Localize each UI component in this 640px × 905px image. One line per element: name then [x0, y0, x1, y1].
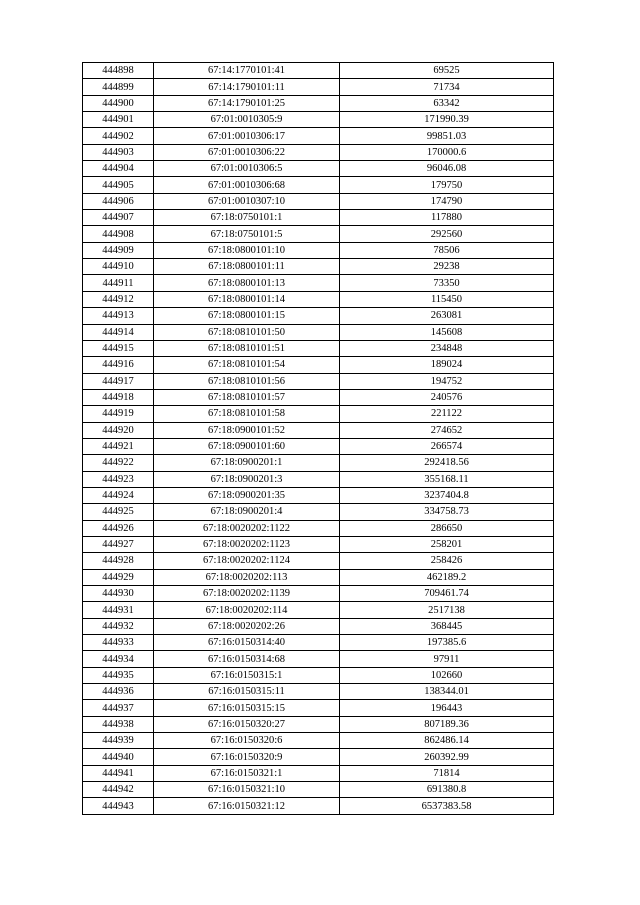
cadastral-number-cell: 67:01:0010306:22 [154, 144, 340, 160]
cadastral-number-cell: 67:01:0010307:10 [154, 193, 340, 209]
table-row [83, 553, 554, 569]
table-row [83, 226, 554, 242]
row-number-cell: 444914 [83, 324, 154, 340]
cadastral-value-cell: 71814 [340, 765, 554, 781]
cadastral-number-cell: 67:18:0900201:4 [154, 504, 340, 520]
cadastral-value-cell: 355168.11 [340, 471, 554, 487]
cadastral-value-cell: 179750 [340, 177, 554, 193]
row-number-cell: 444934 [83, 651, 154, 667]
cadastral-number-cell: 67:18:0020202:113 [154, 569, 340, 585]
cadastral-number-cell: 67:16:0150315:11 [154, 684, 340, 700]
cadastral-number-cell: 67:16:0150314:40 [154, 635, 340, 651]
cadastral-value-cell: 102660 [340, 667, 554, 683]
row-number-cell: 444937 [83, 700, 154, 716]
cadastral-number-cell: 67:18:0020202:1122 [154, 520, 340, 536]
cadastral-number-cell: 67:14:1770101:41 [154, 63, 340, 79]
table-row [83, 291, 554, 307]
cadastral-number-cell: 67:18:0810101:57 [154, 389, 340, 405]
cadastral-value-cell: 258426 [340, 553, 554, 569]
table-row [83, 128, 554, 144]
cadastral-value-cell: 286650 [340, 520, 554, 536]
row-number-cell: 444899 [83, 79, 154, 95]
table-row [83, 259, 554, 275]
row-number-cell: 444913 [83, 308, 154, 324]
cadastral-number-cell: 67:18:0900201:35 [154, 487, 340, 503]
table-row [83, 389, 554, 405]
table-row [83, 618, 554, 634]
cadastral-value-cell: 334758.73 [340, 504, 554, 520]
cadastral-value-cell: 189024 [340, 357, 554, 373]
table-body [83, 63, 554, 815]
table-row [83, 406, 554, 422]
row-number-cell: 444933 [83, 635, 154, 651]
table-row [83, 716, 554, 732]
table-row [83, 504, 554, 520]
cadastral-value-cell: 138344.01 [340, 684, 554, 700]
table-row [83, 357, 554, 373]
table-row [83, 520, 554, 536]
cadastral-value-cell: 2517138 [340, 602, 554, 618]
row-number-cell: 444919 [83, 406, 154, 422]
row-number-cell: 444909 [83, 242, 154, 258]
table-row [83, 308, 554, 324]
cadastral-value-cell: 3237404.8 [340, 487, 554, 503]
cadastral-number-cell: 67:18:0800101:11 [154, 259, 340, 275]
cadastral-value-cell: 115450 [340, 291, 554, 307]
cadastral-number-cell: 67:16:0150315:15 [154, 700, 340, 716]
row-number-cell: 444917 [83, 373, 154, 389]
table-row [83, 569, 554, 585]
cadastral-value-cell: 63342 [340, 95, 554, 111]
table-row [83, 455, 554, 471]
cadastral-value-cell: 234848 [340, 340, 554, 356]
cadastral-number-cell: 67:16:0150320:27 [154, 716, 340, 732]
row-number-cell: 444932 [83, 618, 154, 634]
row-number-cell: 444907 [83, 210, 154, 226]
row-number-cell: 444920 [83, 422, 154, 438]
cadastral-value-cell: 862486.14 [340, 733, 554, 749]
row-number-cell: 444923 [83, 471, 154, 487]
row-number-cell: 444911 [83, 275, 154, 291]
cadastral-number-cell: 67:18:0810101:58 [154, 406, 340, 422]
table-row [83, 684, 554, 700]
cadastral-number-cell: 67:18:0750101:1 [154, 210, 340, 226]
cadastral-number-cell: 67:18:0900201:3 [154, 471, 340, 487]
table-row [83, 700, 554, 716]
row-number-cell: 444929 [83, 569, 154, 585]
cadastral-value-cell: 69525 [340, 63, 554, 79]
cadastral-number-cell: 67:14:1790101:11 [154, 79, 340, 95]
cadastral-value-cell: 78506 [340, 242, 554, 258]
table-row [83, 471, 554, 487]
table-row [83, 177, 554, 193]
row-number-cell: 444904 [83, 161, 154, 177]
row-number-cell: 444930 [83, 586, 154, 602]
cadastral-value-cell: 6537383.58 [340, 798, 554, 814]
row-number-cell: 444905 [83, 177, 154, 193]
cadastral-number-cell: 67:18:0020202:1124 [154, 553, 340, 569]
cadastral-value-table [82, 62, 554, 815]
table-row [83, 79, 554, 95]
cadastral-value-cell: 29238 [340, 259, 554, 275]
cadastral-number-cell: 67:18:0900201:1 [154, 455, 340, 471]
cadastral-value-cell: 368445 [340, 618, 554, 634]
row-number-cell: 444912 [83, 291, 154, 307]
cadastral-number-cell: 67:18:0020202:1139 [154, 586, 340, 602]
cadastral-value-cell: 171990.39 [340, 112, 554, 128]
cadastral-number-cell: 67:18:0810101:56 [154, 373, 340, 389]
row-number-cell: 444924 [83, 487, 154, 503]
cadastral-number-cell: 67:18:0800101:10 [154, 242, 340, 258]
table-row [83, 586, 554, 602]
table-row [83, 422, 554, 438]
cadastral-value-cell: 170000.6 [340, 144, 554, 160]
row-number-cell: 444918 [83, 389, 154, 405]
cadastral-number-cell: 67:16:0150321:1 [154, 765, 340, 781]
cadastral-number-cell: 67:01:0010306:68 [154, 177, 340, 193]
cadastral-number-cell: 67:16:0150321:12 [154, 798, 340, 814]
cadastral-value-cell: 71734 [340, 79, 554, 95]
cadastral-value-cell: 274652 [340, 422, 554, 438]
cadastral-value-cell: 145608 [340, 324, 554, 340]
cadastral-number-cell: 67:16:0150320:6 [154, 733, 340, 749]
cadastral-value-cell: 196443 [340, 700, 554, 716]
cadastral-number-cell: 67:18:0810101:51 [154, 340, 340, 356]
row-number-cell: 444898 [83, 63, 154, 79]
cadastral-value-cell: 73350 [340, 275, 554, 291]
table-row [83, 112, 554, 128]
table-row [83, 275, 554, 291]
cadastral-value-cell: 240576 [340, 389, 554, 405]
table-row [83, 373, 554, 389]
row-number-cell: 444916 [83, 357, 154, 373]
row-number-cell: 444928 [83, 553, 154, 569]
cadastral-value-cell: 174790 [340, 193, 554, 209]
cadastral-value-cell: 194752 [340, 373, 554, 389]
cadastral-value-cell: 462189.2 [340, 569, 554, 585]
cadastral-value-cell: 258201 [340, 536, 554, 552]
cadastral-number-cell: 67:16:0150321:10 [154, 782, 340, 798]
cadastral-number-cell: 67:18:0020202:1123 [154, 536, 340, 552]
row-number-cell: 444900 [83, 95, 154, 111]
table-row [83, 749, 554, 765]
cadastral-number-cell: 67:14:1790101:25 [154, 95, 340, 111]
row-number-cell: 444927 [83, 536, 154, 552]
table-row [83, 438, 554, 454]
table-row [83, 635, 554, 651]
row-number-cell: 444901 [83, 112, 154, 128]
table-row [83, 193, 554, 209]
cadastral-value-cell: 709461.74 [340, 586, 554, 602]
table-row [83, 63, 554, 79]
row-number-cell: 444943 [83, 798, 154, 814]
row-number-cell: 444902 [83, 128, 154, 144]
table-row [83, 324, 554, 340]
table-row [83, 340, 554, 356]
cadastral-number-cell: 67:01:0010306:5 [154, 161, 340, 177]
row-number-cell: 444908 [83, 226, 154, 242]
cadastral-value-cell: 197385.6 [340, 635, 554, 651]
row-number-cell: 444915 [83, 340, 154, 356]
cadastral-number-cell: 67:01:0010306:17 [154, 128, 340, 144]
cadastral-number-cell: 67:18:0810101:50 [154, 324, 340, 340]
row-number-cell: 444903 [83, 144, 154, 160]
row-number-cell: 444921 [83, 438, 154, 454]
row-number-cell: 444938 [83, 716, 154, 732]
cadastral-number-cell: 67:16:0150314:68 [154, 651, 340, 667]
cadastral-value-cell: 97911 [340, 651, 554, 667]
table-row [83, 161, 554, 177]
table-row [83, 651, 554, 667]
cadastral-value-cell: 117880 [340, 210, 554, 226]
cadastral-value-cell: 691380.8 [340, 782, 554, 798]
cadastral-value-cell: 96046.08 [340, 161, 554, 177]
cadastral-number-cell: 67:18:0020202:114 [154, 602, 340, 618]
row-number-cell: 444910 [83, 259, 154, 275]
table-row [83, 782, 554, 798]
cadastral-number-cell: 67:18:0900101:60 [154, 438, 340, 454]
row-number-cell: 444939 [83, 733, 154, 749]
table-row [83, 733, 554, 749]
cadastral-value-cell: 807189.36 [340, 716, 554, 732]
table-row [83, 765, 554, 781]
table-row [83, 487, 554, 503]
cadastral-value-cell: 99851.03 [340, 128, 554, 144]
cadastral-number-cell: 67:18:0800101:14 [154, 291, 340, 307]
row-number-cell: 444906 [83, 193, 154, 209]
row-number-cell: 444942 [83, 782, 154, 798]
cadastral-number-cell: 67:18:0020202:26 [154, 618, 340, 634]
table-row [83, 798, 554, 814]
row-number-cell: 444925 [83, 504, 154, 520]
cadastral-number-cell: 67:16:0150315:1 [154, 667, 340, 683]
row-number-cell: 444941 [83, 765, 154, 781]
cadastral-value-cell: 260392.99 [340, 749, 554, 765]
cadastral-number-cell: 67:18:0810101:54 [154, 357, 340, 373]
cadastral-value-cell: 263081 [340, 308, 554, 324]
cadastral-number-cell: 67:18:0750101:5 [154, 226, 340, 242]
table-row [83, 602, 554, 618]
row-number-cell: 444936 [83, 684, 154, 700]
row-number-cell: 444935 [83, 667, 154, 683]
table-row [83, 242, 554, 258]
table-row [83, 667, 554, 683]
cadastral-number-cell: 67:01:0010305:9 [154, 112, 340, 128]
cadastral-value-cell: 292418.56 [340, 455, 554, 471]
cadastral-number-cell: 67:16:0150320:9 [154, 749, 340, 765]
cadastral-number-cell: 67:18:0900101:52 [154, 422, 340, 438]
row-number-cell: 444931 [83, 602, 154, 618]
cadastral-value-cell: 292560 [340, 226, 554, 242]
table-row [83, 210, 554, 226]
row-number-cell: 444926 [83, 520, 154, 536]
row-number-cell: 444922 [83, 455, 154, 471]
table-row [83, 536, 554, 552]
row-number-cell: 444940 [83, 749, 154, 765]
table-row [83, 144, 554, 160]
table-row [83, 95, 554, 111]
cadastral-number-cell: 67:18:0800101:15 [154, 308, 340, 324]
cadastral-value-cell: 221122 [340, 406, 554, 422]
cadastral-value-cell: 266574 [340, 438, 554, 454]
cadastral-number-cell: 67:18:0800101:13 [154, 275, 340, 291]
